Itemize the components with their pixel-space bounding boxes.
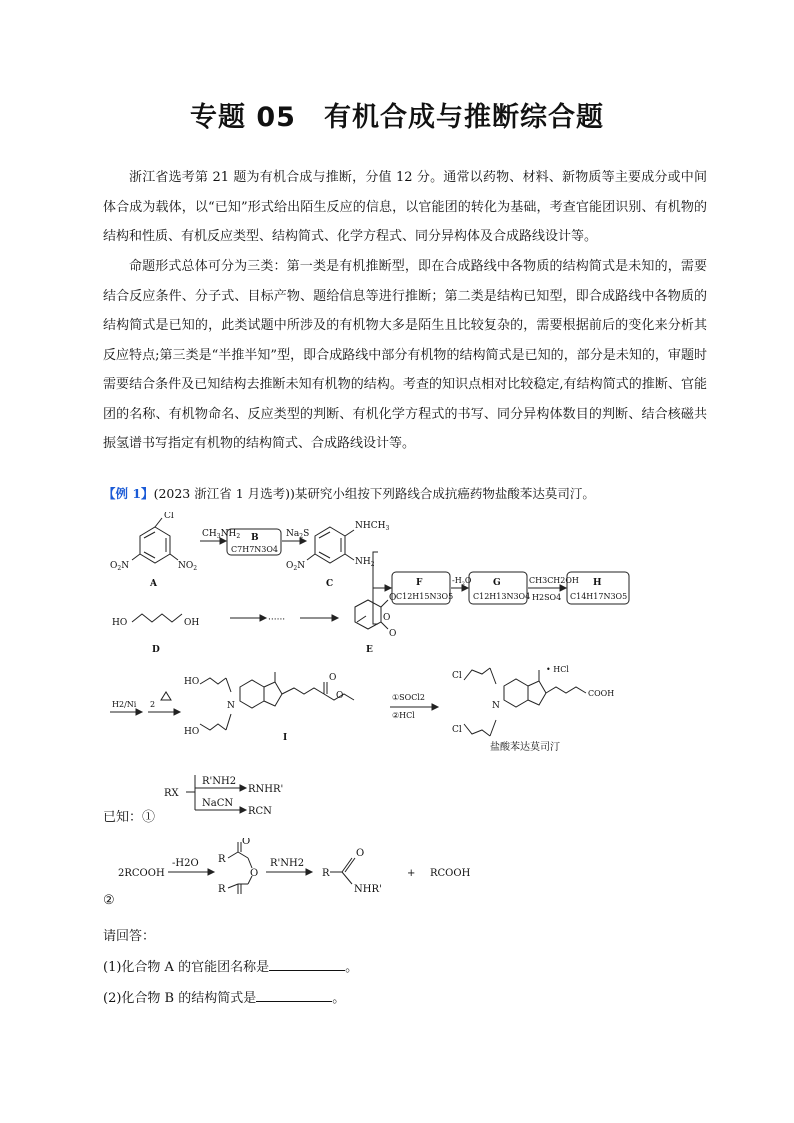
known-circle-2: ② — [103, 893, 115, 908]
label-ho-i1: HO — [184, 677, 200, 687]
known-o-2: O — [356, 848, 365, 859]
question-2-suffix: 。 — [332, 991, 346, 1006]
formula-f: C12H15N3O5 — [396, 592, 454, 601]
label-h: H — [593, 578, 602, 588]
label-o-i2: O — [336, 691, 344, 701]
reagent-hcl: ②HCl — [392, 711, 415, 720]
label-ho-d: HO — [112, 618, 128, 628]
known-minus-h2o: -H2O — [172, 858, 199, 869]
reagent-na2s: $Na_2S$ — [286, 529, 310, 540]
known-2rcooh: 2RCOOH — [118, 868, 165, 879]
label-no2-a: $NO_2$ — [178, 561, 198, 572]
label-cl-p2: Cl — [452, 725, 462, 735]
formula-g: C12H13N3O4 — [473, 592, 531, 601]
label-g: G — [493, 578, 501, 588]
forms-paragraph: 命题形式总体可分为三类：第一类是有机推断型，即在合成路线中各物质的结构简式是未知的，需要结合反应条件、分子式、目标产物、题给信息等进行推断；第二类是结构已知型，即合成路线中各物质的结构简式是已知的，此类试题中所涉及的有机物大多是陌生且比较复杂的，需要根据前后的变化来分析其反应特点;第三类是“半推半知”型，即合成路线中部分有机物的结构简式是已知的，部分是未知的，审题时需要结合条件及已知结构去推断未知有机物的结构。考查的知识点相对比较稳定,有结构简式的推断、官能团的名称、有机物命名、反应类型的判断、有机化学方程式的书写、同分异构体数目的判断、结合核磁共振氢谱书写指定有机物的结构简式、合成路线设计等。 — [103, 259, 707, 451]
question-2 — [103, 987, 345, 1006]
question-1-text: (1)化合物 A 的官能团名称是 — [103, 960, 270, 975]
reagent-h2so4: H2SO4 — [532, 593, 562, 602]
intro-paragraph: 浙江省选考第 21 题为有机合成与推断，分值 12 分。通常以药物、材料、新物质等主要成分或中间体合成为载体，以“已知”形式给出陌生反应的信息，以官能团的转化为基础，考查官能团识别、有机物的结构和性质、有机反应类型、结构简式、化学方程式、同分异构体及合成路线设计等。 — [103, 170, 707, 244]
formula-h: C14H17N3O5 — [570, 592, 628, 601]
answer-blank-2[interactable] — [256, 989, 332, 1002]
label-n-i: N — [227, 701, 235, 711]
known-nacn: NaCN — [202, 798, 234, 809]
compound-i-benzene — [240, 680, 264, 708]
question-2-text: (2)化合物 B 的结构简式是 — [103, 991, 257, 1006]
label-o2n-a: $O_2N$ — [110, 561, 130, 572]
known-r-3: R — [322, 868, 330, 879]
answer-blank-1[interactable] — [269, 958, 345, 971]
reagent-socl2: ①SOCl2 — [392, 693, 425, 702]
known-o-1: O — [242, 838, 251, 847]
product-name: 盐酸苯达莫司汀 — [490, 742, 560, 752]
reagent-ethanol: CH3CH2OH — [529, 576, 579, 585]
example-heading — [103, 484, 595, 502]
compound-e-ring — [355, 600, 381, 629]
label-hcl-salt: • HCl — [546, 665, 569, 674]
known-rx: RX — [164, 788, 179, 799]
question-1 — [103, 956, 358, 975]
example-tag: 【例 1】 — [103, 486, 154, 501]
known-plus: + — [407, 868, 416, 879]
label-ho-i2: HO — [184, 727, 200, 737]
known-r-nh2-b: R'NH2 — [270, 858, 305, 869]
known-nhr: NHR' — [354, 884, 382, 895]
label-cl-p1: Cl — [452, 671, 462, 681]
label-o-e1: O — [389, 593, 397, 603]
known-rnhr: RNHR' — [248, 784, 284, 795]
label-nh2: $NH_2$ — [355, 557, 375, 568]
known-r-2: R — [218, 884, 226, 895]
reagent-h2ni: H2/Ni — [112, 700, 137, 709]
reagent-dots: ······ — [268, 615, 286, 625]
known-label: 已知：① — [103, 810, 156, 825]
reagent-minus-h2o: $-H_2O$ — [452, 576, 472, 587]
known-o-bridge: O — [250, 868, 259, 879]
label-i: I — [283, 733, 288, 743]
label-f: F — [416, 578, 423, 588]
synthesis-scheme — [100, 512, 640, 752]
reagent-epoxide: 2 — [150, 700, 156, 709]
label-nhch3: $NHCH_3$ — [355, 521, 390, 532]
label-d: D — [152, 645, 160, 655]
label-o-i1: O — [329, 673, 337, 683]
label-cl-a: Cl — [164, 512, 174, 521]
label-o-e3: O — [389, 629, 397, 639]
page-title: 专题 05 有机合成与推断综合题 — [190, 102, 604, 133]
label-c: C — [326, 579, 334, 589]
label-n-p: N — [492, 701, 500, 711]
label-e: E — [366, 645, 373, 655]
label-a: A — [150, 579, 157, 589]
known-reaction-2 — [100, 838, 500, 898]
label-o-e2: O — [383, 613, 391, 623]
example-text: (2023 浙江省 1 月选考))某研究小组按下列路线合成抗癌药物盐酸苯达莫司汀。 — [153, 486, 595, 501]
known-r-nh2: R'NH2 — [202, 776, 237, 787]
reagent-ch3nh2: $CH_3NH_2$ — [202, 529, 241, 540]
label-cooh-p: COOH — [588, 689, 615, 698]
product-benzene — [504, 679, 528, 707]
known-rcn: RCN — [248, 806, 272, 817]
answer-prompt: 请回答： — [103, 929, 156, 944]
formula-b: C7H7N3O4 — [231, 545, 279, 554]
label-o2n-c: $O_2N$ — [286, 561, 306, 572]
question-1-suffix: 。 — [345, 960, 359, 975]
label-b: B — [251, 533, 259, 543]
known-rcooh: RCOOH — [430, 868, 471, 879]
known-r-1: R — [218, 854, 226, 865]
label-oh-d: OH — [184, 618, 200, 628]
